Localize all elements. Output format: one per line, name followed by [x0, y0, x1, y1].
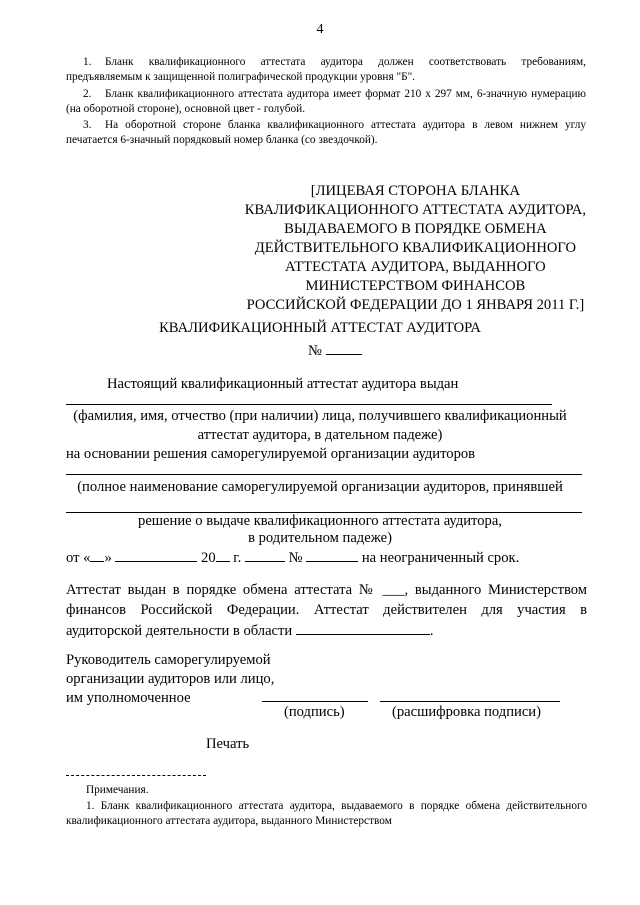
form-number: [308, 340, 362, 360]
stamp-label: Печать: [206, 736, 250, 752]
header-line: РОССИЙСКОЙ ФЕДЕРАЦИИ ДО 1 ЯНВАРЯ 2011 Г.]: [246, 297, 585, 313]
requirement-item: [66, 118, 586, 148]
name-underline: [66, 404, 552, 405]
form-header-block: [245, 182, 586, 315]
org-hint: решение о выдаче квалификационного аттестата аудитора,: [138, 513, 502, 529]
header-line: ДЕЙСТВИТЕЛЬНОГО КВАЛИФИКАЦИОННОГО: [254, 240, 577, 256]
requirement-item: [66, 55, 586, 85]
exchange-end: .: [429, 623, 434, 639]
decode-label: (расшифровка подписи): [392, 704, 541, 720]
number-label: №: [308, 343, 322, 359]
requirement-text: На оборотной стороне бланка квалификационного аттестата аудитора в левом нижнем углу печатается 6-значный порядковый номер бланка (со звездочкой).: [66, 119, 586, 146]
decode-underline: [380, 701, 560, 702]
signer-line: организации аудиторов или лицо,: [66, 671, 275, 687]
exchange-text: Аттестат выдан в порядке обмена аттестата № ___, выданного Министерством финансов Российской Федерации. Аттестат действителен для участия в аудиторской деятельности в области: [66, 582, 587, 639]
signature-label: (подпись): [284, 704, 345, 720]
signer-line: Руководитель саморегулируемой: [66, 652, 271, 668]
year-label: 20: [201, 550, 216, 566]
requirement-text: Бланк квалификационного аттестата аудитора должен соответствовать требованиям, предъявляемым к защищенной полиграфической продукции уровня "Б".: [66, 56, 586, 83]
term-text: на неограниченный срок.: [361, 550, 520, 566]
decision-number-blank: [306, 547, 358, 562]
org-hint: в родительном падеже): [248, 530, 392, 546]
issued-text: Настоящий квалификационный аттестат аудитора выдан: [107, 376, 459, 392]
note-item: 1. Бланк квалификационного аттестата аудитора, выдаваемого в порядке обмена действительного квалификационного аттестата аудитора, выданного Министерством: [66, 800, 587, 827]
notes-heading: Примечания.: [86, 784, 149, 796]
day-blank: [90, 547, 104, 562]
header-line: ВЫДАВАЕМОГО В ПОРЯДКЕ ОБМЕНА: [284, 221, 547, 237]
footnote-separator: [66, 775, 206, 776]
month-blank: [115, 547, 197, 562]
year-blank: [216, 547, 230, 562]
requirement-number: 3.: [83, 119, 92, 131]
exchange-paragraph: [66, 580, 587, 641]
requirement-number: 2.: [83, 88, 92, 100]
header-line: АТТЕСТАТА АУДИТОРА, ВЫДАННОГО: [285, 259, 546, 275]
header-line: [ЛИЦЕВАЯ СТОРОНА БЛАНКА: [310, 183, 521, 199]
name-hint: аттестат аудитора, в дательном падеже): [197, 427, 443, 443]
signer-line: им уполномоченное: [66, 690, 191, 706]
date-line: [66, 547, 519, 567]
header-line: МИНИСТЕРСТВОМ ФИНАНСОВ: [305, 278, 526, 294]
area-blank: [296, 620, 430, 635]
number-sign: №: [288, 550, 303, 566]
org-hint: (полное наименование саморегулируемой организации аудиторов, принявшей: [77, 479, 563, 495]
date-from-label: от «: [66, 550, 91, 566]
header-line: КВАЛИФИКАЦИОННОГО АТТЕСТАТА АУДИТОРА,: [244, 202, 586, 218]
requirement-number: 1.: [83, 56, 92, 68]
org-underline: [66, 474, 582, 475]
place-blank: [245, 547, 285, 562]
form-title: КВАЛИФИКАЦИОННЫЙ АТТЕСТАТ АУДИТОРА: [159, 320, 481, 336]
number-blank: [326, 340, 362, 355]
requirement-text: Бланк квалификационного аттестата аудитора имеет формат 210 х 297 мм, 6-значную нумерацию (на оборотной стороне), основной цвет - голубой.: [66, 88, 586, 115]
date-quote: »: [104, 550, 112, 566]
page-number: 4: [316, 22, 324, 37]
requirement-item: [66, 87, 586, 117]
signature-underline: [262, 701, 368, 702]
year-suffix: г.: [233, 550, 242, 566]
name-hint: (фамилия, имя, отчество (при наличии) лица, получившего квалификационный: [73, 408, 567, 424]
signer-block: [66, 651, 274, 708]
basis-text: на основании решения саморегулируемой организации аудиторов: [66, 446, 476, 462]
